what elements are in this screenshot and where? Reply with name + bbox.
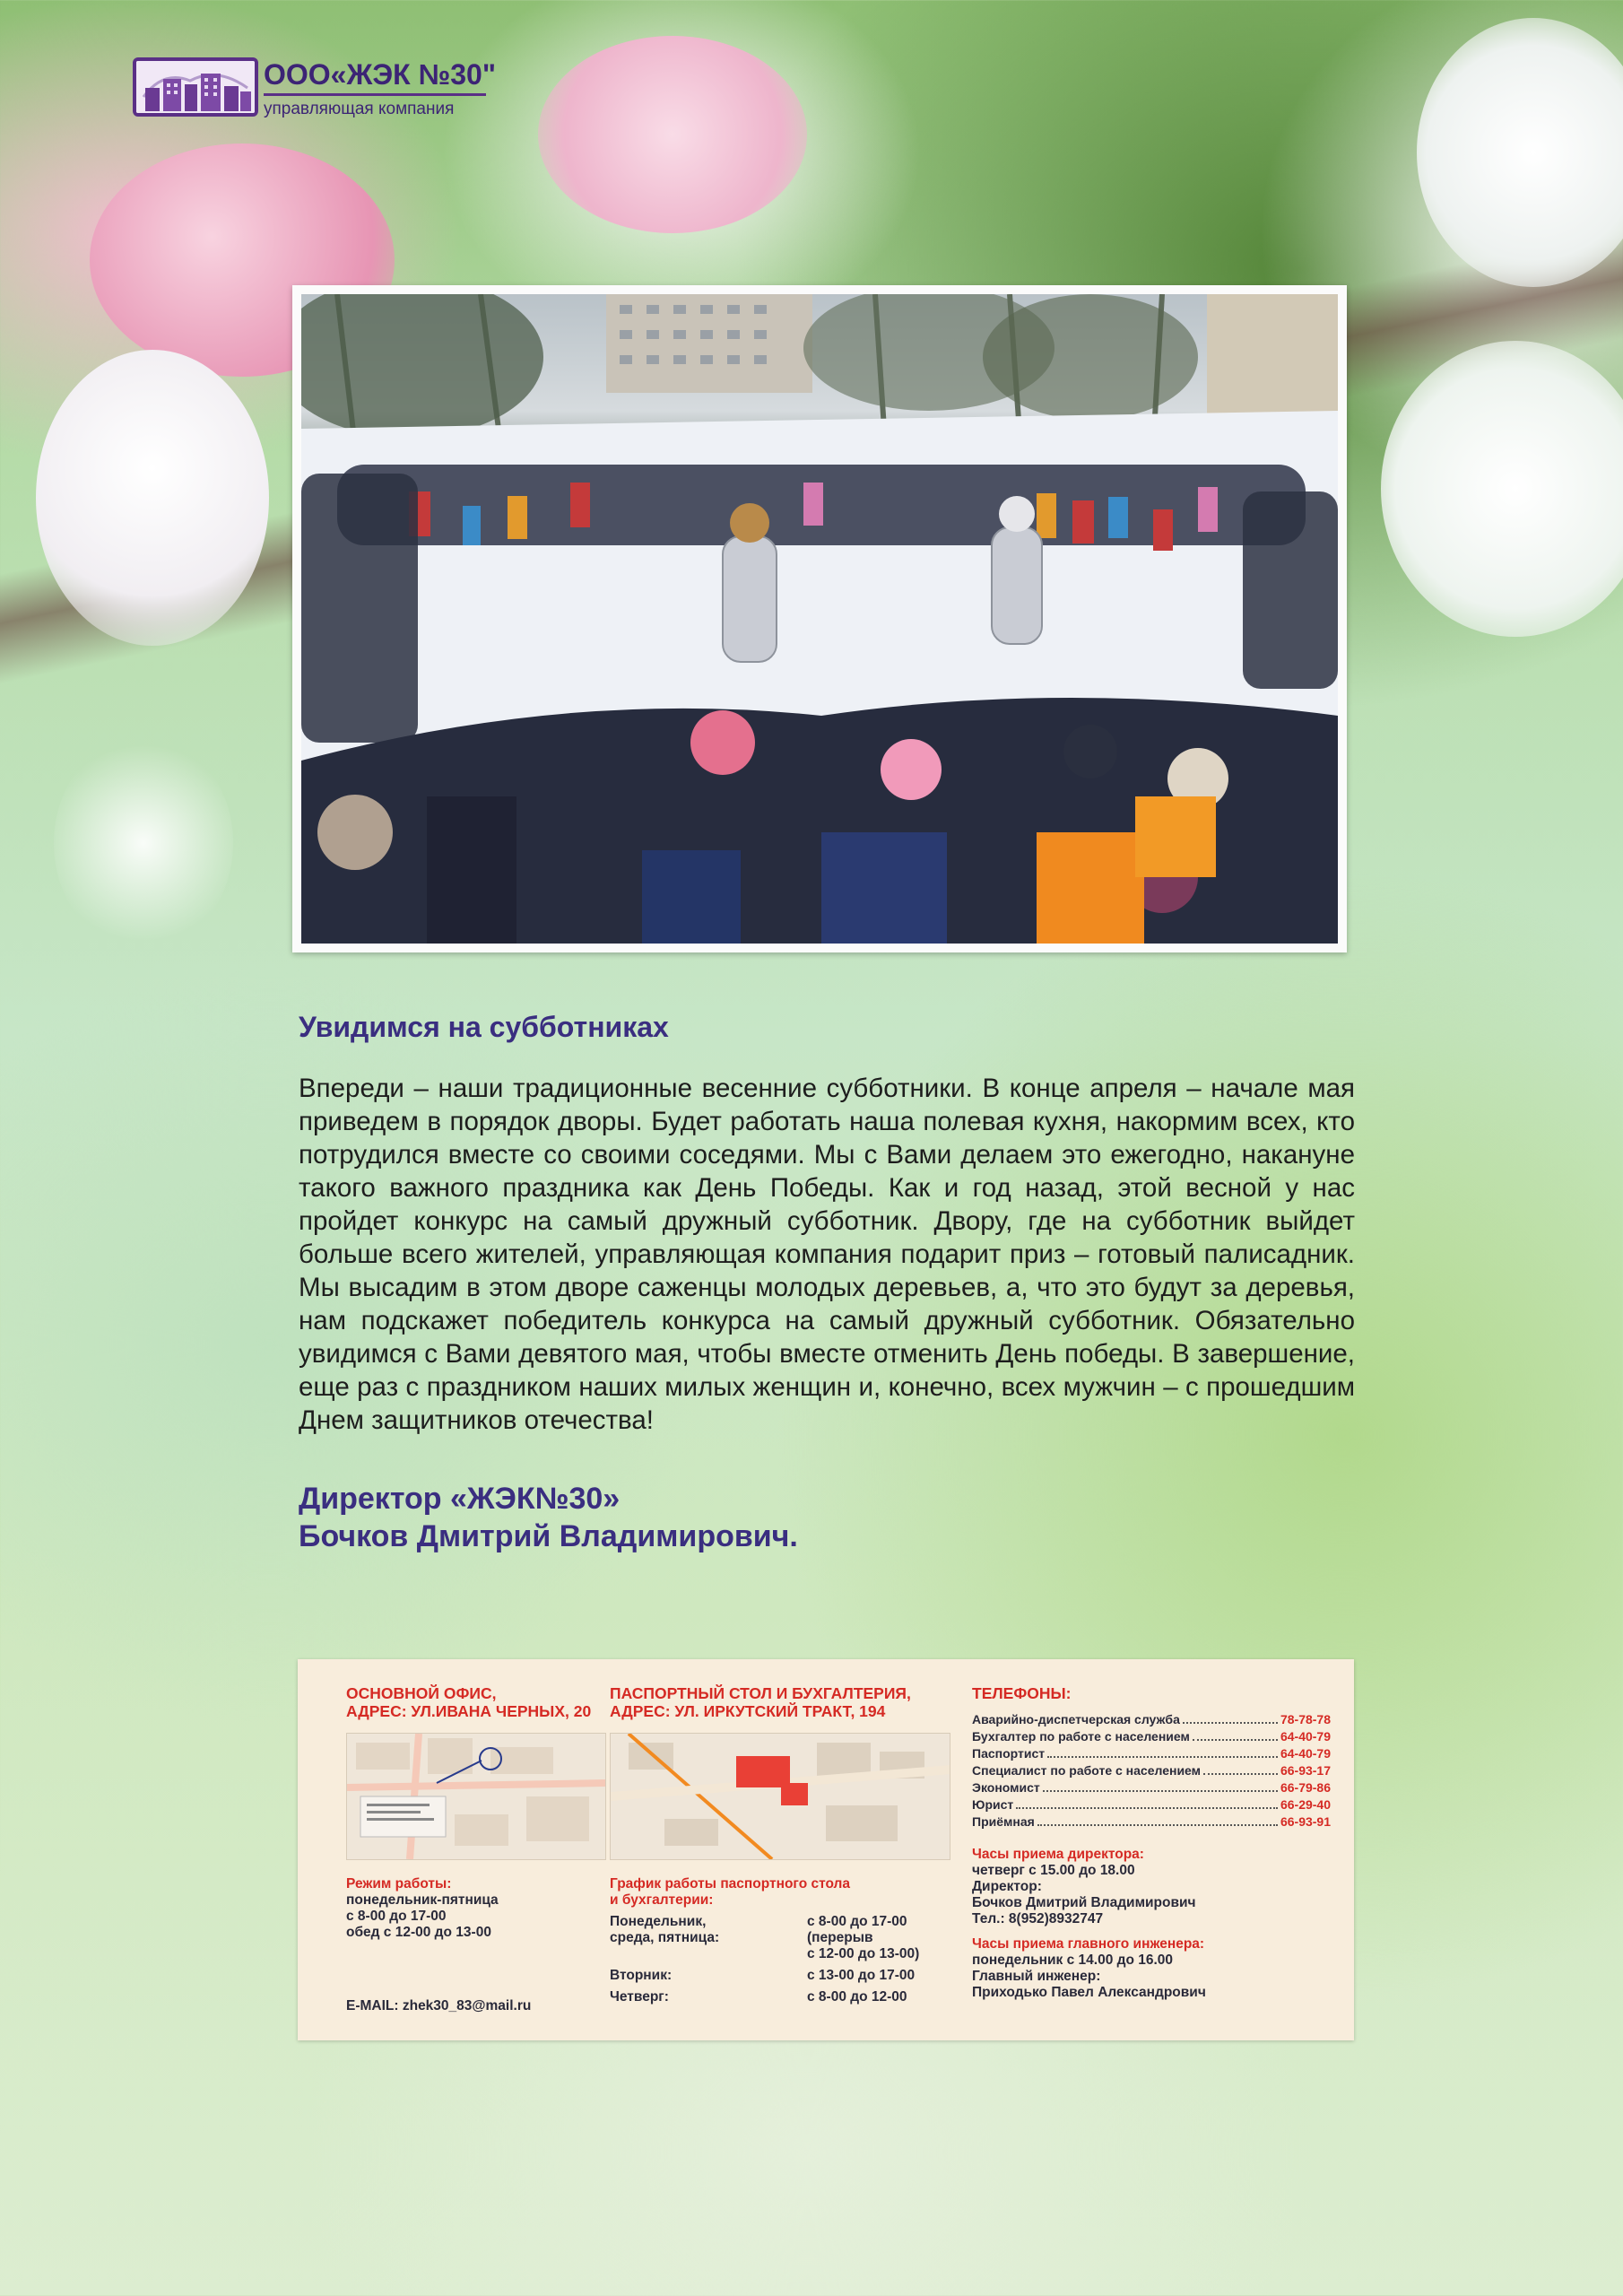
phone-name: Приёмная <box>972 1814 1035 1829</box>
phone-row <box>972 1813 1331 1831</box>
phone-name: Аварийно-диспетчерская служба <box>972 1712 1180 1726</box>
schedule-time: с 8-00 до 17-00 <box>807 1914 907 1929</box>
director-phone: Тел.: 8(952)8932747 <box>972 1911 1104 1926</box>
schedule-days: Четверг: <box>610 1989 669 2005</box>
buildings-logo-icon <box>133 57 258 117</box>
main-office-map <box>346 1733 606 1860</box>
phone-leader <box>1183 1711 1278 1724</box>
passport-office-column <box>610 1684 950 2005</box>
company-logo <box>133 57 496 119</box>
phone-row <box>972 1745 1331 1762</box>
main-office-title: ОСНОВНОЙ ОФИС, <box>346 1684 497 1702</box>
schedule-time: с 8-00 до 12-00 <box>807 1989 907 2005</box>
background-petal <box>54 735 233 951</box>
phones-title: ТЕЛЕФОНЫ: <box>972 1684 1072 1702</box>
phone-leader <box>1047 1745 1278 1758</box>
passport-office-map <box>610 1733 950 1860</box>
engineer-name: Приходько Павел Александрович <box>972 1985 1206 2000</box>
engineer-hours-title: Часы приема главного инженера: <box>972 1936 1205 1952</box>
logo-subtitle: управляющая компания <box>264 100 455 118</box>
schedule-row <box>610 1968 950 1984</box>
phone-row <box>972 1762 1331 1779</box>
schedule-time: с 12-00 до 13-00) <box>807 1946 920 1961</box>
schedule-days: Вторник: <box>610 1968 673 1983</box>
phone-name: Бухгалтер по работе с населением <box>972 1729 1190 1744</box>
director-hours: четверг с 15.00 до 18.00 <box>972 1863 1135 1878</box>
phone-number: 66-93-17 <box>1280 1763 1331 1778</box>
article <box>299 1009 1355 1555</box>
director-name: Бочков Дмитрий Владимирович <box>972 1895 1196 1910</box>
phone-number: 64-40-79 <box>1280 1746 1331 1761</box>
phone-leader <box>1203 1762 1278 1775</box>
phone-row <box>972 1728 1331 1745</box>
director-hours-title: Часы приема директора: <box>972 1847 1144 1862</box>
phone-row <box>972 1796 1331 1813</box>
schedule-days: среда, пятница: <box>610 1930 720 1945</box>
main-office-column <box>346 1684 606 1941</box>
work-mode-title: Режим работы: <box>346 1876 452 1892</box>
work-mode-days: понедельник-пятница <box>346 1892 499 1908</box>
schedule-days: Понедельник, <box>610 1914 707 1929</box>
main-office-address: АДРЕС: УЛ.ИВАНА ЧЕРНЫХ, 20 <box>346 1702 592 1720</box>
phone-row <box>972 1711 1331 1728</box>
logo-company-name: ООО«ЖЭК №30" <box>264 58 497 91</box>
phone-row <box>972 1779 1331 1796</box>
signature-name: Бочков Дмитрий Владимирович. <box>299 1519 798 1553</box>
engineer-hours: понедельник с 14.00 до 16.00 <box>972 1952 1174 1968</box>
signature-title: Директор «ЖЭК№30» <box>299 1482 621 1516</box>
background-petal <box>1381 341 1623 637</box>
logo-divider <box>264 93 486 96</box>
contact-info-box <box>298 1659 1354 2040</box>
background-petal <box>36 350 269 646</box>
phone-number: 66-79-86 <box>1280 1780 1331 1795</box>
schedule-title: График работы паспортного стола <box>610 1876 851 1892</box>
article-title: Увидимся на субботниках <box>299 1011 669 1043</box>
signature <box>299 1480 1355 1555</box>
background-petal <box>538 36 807 233</box>
schedule-row <box>610 1989 950 2005</box>
phone-number: 78-78-78 <box>1280 1712 1331 1726</box>
work-mode-lunch: обед с 12-00 до 13-00 <box>346 1925 491 1940</box>
schedule-time: (перерыв <box>807 1930 873 1945</box>
photo-frame <box>292 285 1347 952</box>
background-petal <box>1417 18 1623 287</box>
email-address: E-MAIL: zhek30_83@mail.ru <box>346 1998 532 2013</box>
schedule-time: с 13-00 до 17-00 <box>807 1968 916 1983</box>
passport-office-address: АДРЕС: УЛ. ИРКУТСКИЙ ТРАКТ, 194 <box>610 1702 886 1720</box>
phone-number: 66-29-40 <box>1280 1797 1331 1812</box>
phone-leader <box>1193 1728 1278 1741</box>
phone-leader <box>1037 1813 1278 1826</box>
phone-leader <box>1016 1796 1278 1809</box>
phones-column <box>972 1684 1331 2001</box>
phone-name: Специалист по работе с населением <box>972 1763 1202 1778</box>
phone-name: Паспортист <box>972 1746 1046 1761</box>
phone-name: Экономист <box>972 1780 1040 1795</box>
work-mode-hours: с 8-00 до 17-00 <box>346 1909 447 1924</box>
passport-office-title: ПАСПОРТНЫЙ СТОЛ И БУХГАЛТЕРИЯ, <box>610 1684 911 1702</box>
schedule-row <box>610 1914 950 1962</box>
engineer-label: Главный инженер: <box>972 1969 1101 1984</box>
phone-number: 66-93-91 <box>1280 1814 1331 1829</box>
phone-name: Юрист <box>972 1797 1014 1812</box>
article-body: Впереди – наши традиционные весенние субботники. В конце апреля – начале мая приведем в порядок дворы. Будет работать наша полевая кухня, накормим всех, кто потрудился вместе со своими соседями. Мы с Вами делаем это ежегодно, накануне такого важного праздника как День Победы. Как и год назад, этой весной у нас пройдет конкурс на самый дружный субботник. Двору, где на субботник выйдет больше всего жителей, управляющая компания подарит приз – готовый палисадник. Мы высадим в этом дворе саженцы молодых деревьев, а, что это будут за деревья, нам подскажет победитель конкурса на самый дружный субботник. Обязательно увидимся с Вами девятого мая, чтобы вместе отменить День победы. В завершение, еще раз с праздником наших милых женщин и, конечно, всех мужчин – с прошедшим Днем защитников отечества! <box>299 1074 1355 1435</box>
event-photo <box>301 294 1338 944</box>
schedule-title-2: и бухгалтерии: <box>610 1892 714 1908</box>
director-label: Директор: <box>972 1879 1042 1894</box>
phone-leader <box>1043 1779 1278 1792</box>
phone-number: 64-40-79 <box>1280 1729 1331 1744</box>
